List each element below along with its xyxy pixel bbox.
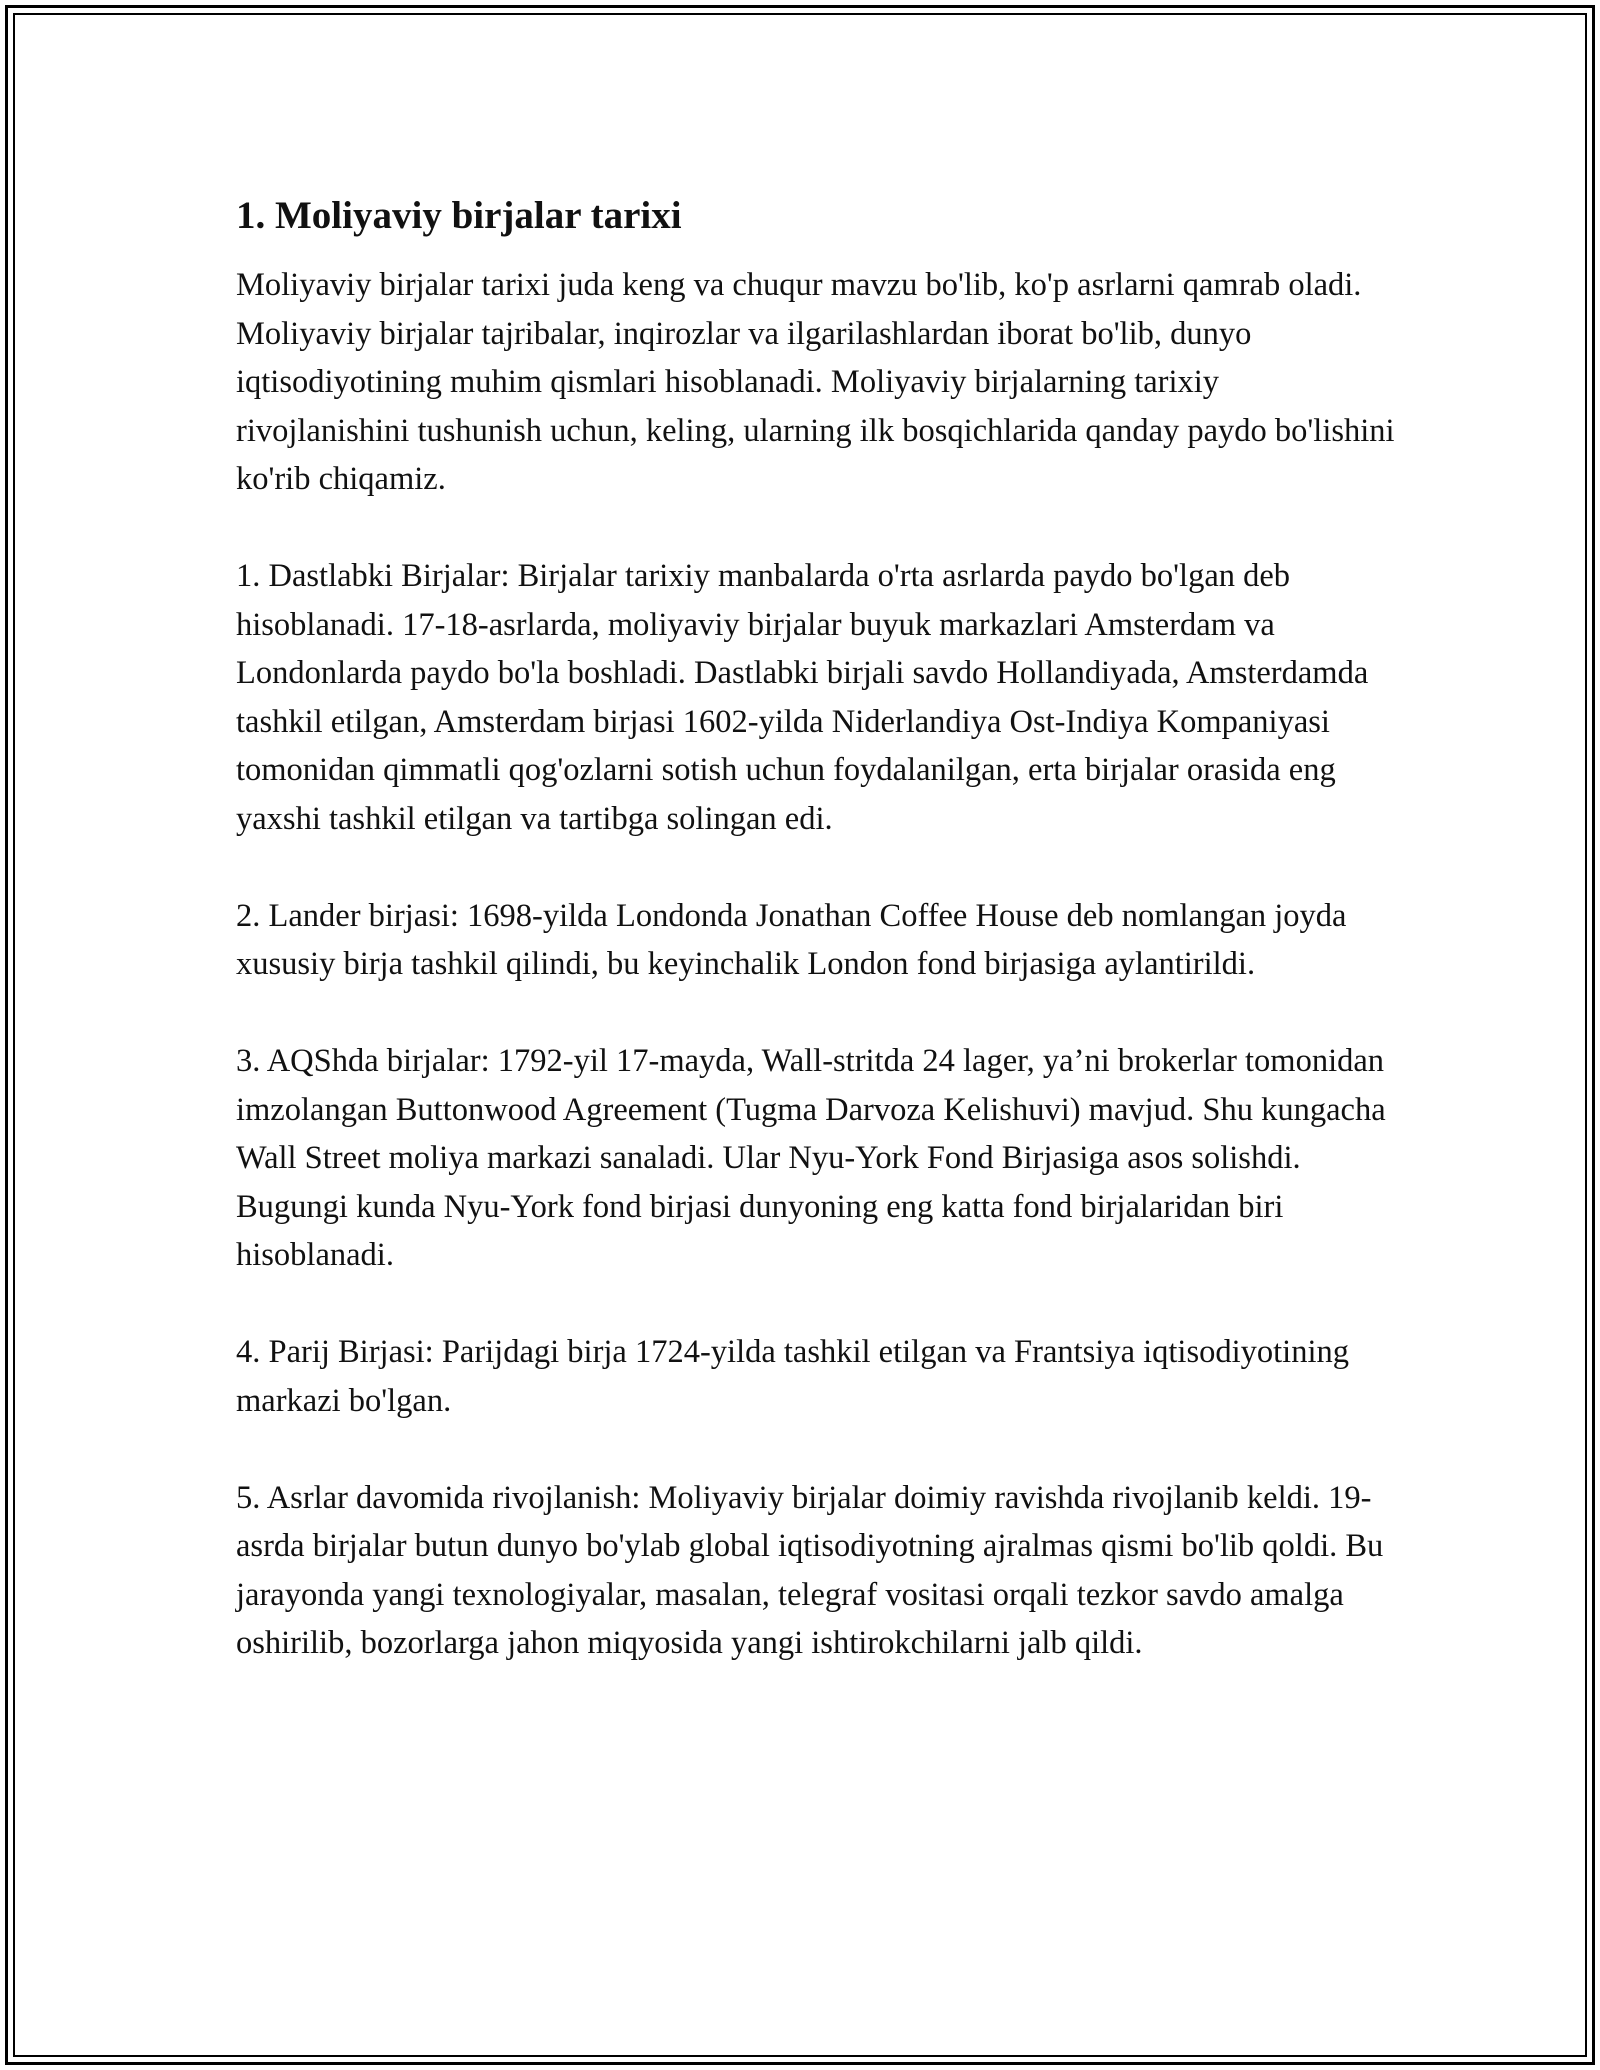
paragraph-development: 5. Asrlar davomida rivojlanish: Moliyaviy birjalar doimiy ravishda rivojlanib keldi. 19-asrda birjalar butun dunyo bo'ylab global iqtisodiyotning ajralmas qismi bo'lib qoldi. Bu jarayonda yangi texnologiyalar, masalan, telegraf vositasi orqali tezkor savdo amalga oshirilib, bozorlarga jahon miqyosida yangi ishtirokchilarni jalb qildi.: [236, 1479, 1384, 1661]
paragraph-paris-exchange: 4. Parij Birjasi: Parijdagi birja 1724-yilda tashkil etilgan va Frantsiya iqtisodiyotining markazi bo'lgan.: [236, 1334, 1349, 1419]
paragraph-london-exchange: 2. Lander birjasi: 1698-yilda Londonda Jonathan Coffee House deb nomlangan joyda xususiy birja tashkil qilindi, bu keyinchalik London fond birjasiga aylantirildi.: [236, 897, 1347, 982]
document-body: [236, 188, 1396, 1716]
paragraph-usa-exchanges: 3. AQShda birjalar: 1792-yil 17-mayda, Wall-stritda 24 lager, ya’ni brokerlar tomonidan imzolangan Buttonwood Agreement (Tugma Darvoza Kelishuvi) mavjud. Shu kungacha Wall Street moliya markazi sanaladi. Ular Nyu-York Fond Birjasiga asos solishdi. Bugungi kunda Nyu-York fond birjasi dunyoning eng katta fond birjalaridan biri hisoblanadi.: [236, 1043, 1386, 1273]
section-title: 1. Moliyaviy birjalar tarixi: [236, 194, 682, 237]
intro-paragraph: Moliyaviy birjalar tarixi juda keng va chuqur mavzu bo'lib, ko'p asrlarni qamrab oladi. Moliyaviy birjalar tajribalar, inqirozlar va ilgarilashlardan iborat bo'lib, dunyo iqtisodiyotining muhim qismlari hisoblanadi. Moliyaviy birjalarning tarixiy rivojlanishini tushunish uchun, keling, ularning ilk bosqichlarida qanday paydo bo'lishini ko'rib chiqamiz.: [236, 267, 1395, 497]
paragraph-early-exchanges: 1. Dastlabki Birjalar: Birjalar tarixiy manbalarda o'rta asrlarda paydo bo'lgan deb hisoblanadi. 17-18-asrlarda, moliyaviy birjalar buyuk markazlari Amsterdam va Londonlarda paydo bo'la boshladi. Dastlabki birjali savdo Hollandiyada, Amsterdamda tashkil etilgan, Amsterdam birjasi 1602-yilda Niderlandiya Ost-Indiya Kompaniyasi tomonidan qimmatli qog'ozlarni sotish uchun foydalanilgan, erta birjalar orasida eng yaxshi tashkil etilgan va tartibga solingan edi.: [236, 558, 1369, 837]
